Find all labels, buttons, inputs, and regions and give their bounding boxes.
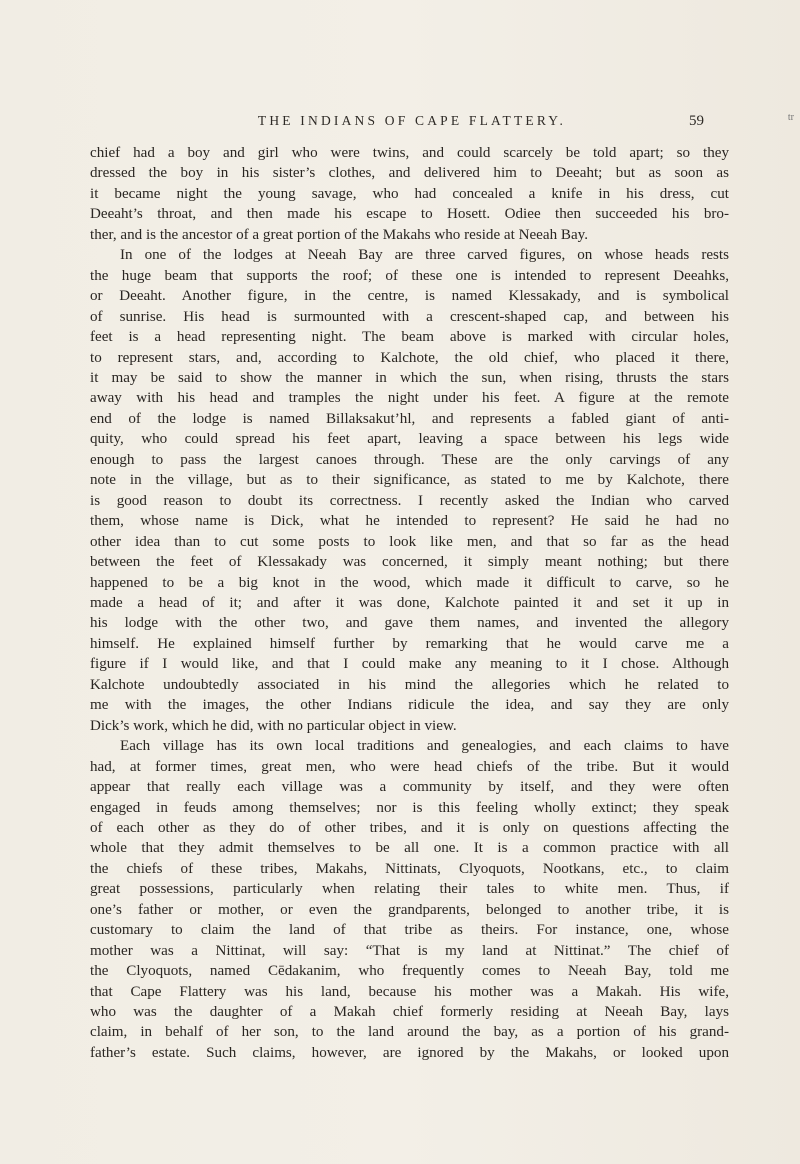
text-line: other idea than to cut some posts to look like men, and that so far as the head xyxy=(90,533,729,550)
text-line: figure if I would like, and that I could make any meaning to it I chose. Although xyxy=(90,656,729,673)
text-line: Kalchote undoubtedly associated in his mind the allegories which he related to xyxy=(90,676,729,693)
text-line: them, whose name is Dick, what he intended to represent? He said he had no xyxy=(90,513,729,530)
text-line: end of the lodge is named Billaksakut’hl, and represents a fabled giant of anti- xyxy=(90,410,729,427)
text-line: appear that really each village was a community by itself, and they were often xyxy=(90,779,729,796)
text-line: of sunrise. His head is surmounted with a crescent-shaped cap, and between his xyxy=(90,308,729,325)
text-line: mother was a Nittinat, will say: “That is my land at Nittinat.” The chief of xyxy=(90,942,729,959)
text-line: customary to claim the land of that tribe as theirs. For instance, one, whose xyxy=(90,922,729,939)
text-line: great possessions, particularly when relating their tales to white men. Thus, if xyxy=(90,881,729,898)
page-number: 59 xyxy=(689,113,704,129)
text-line: made a head of it; and after it was done, Kalchote painted it and set it up in xyxy=(90,594,729,611)
text-line: the Clyoquots, named Cēdakanim, who frequently comes to Neeah Bay, told me xyxy=(90,963,729,980)
text-line: it may be said to show the manner in which the sun, when rising, thrusts the stars xyxy=(90,369,729,386)
paragraph-first-line: Each village has its own local traditions and genealogies, and each claims to have xyxy=(120,738,729,755)
text-line: had, at former times, great men, who were head chiefs of the tribe. But it would xyxy=(90,758,729,775)
text-line: of each other as they do of other tribes, and it is only on questions affecting the xyxy=(90,819,729,836)
text-line: chief had a boy and girl who were twins, and could scarcely be told apart; so they xyxy=(90,145,729,161)
text-line: himself. He explained himself further by remarking that he would carve me a xyxy=(90,635,729,652)
text-line: between the feet of Klessakady was concerned, it simply meant nothing; but there xyxy=(90,554,729,571)
text-line: one’s father or mother, or even the grandparents, belonged to another tribe, it is xyxy=(90,901,729,918)
text-line: feet is a head representing night. The beam above is marked with circular holes, xyxy=(90,329,729,346)
body-text xyxy=(90,143,729,1063)
text-line: quity, who could spread his feet apart, leaving a space between his legs wide xyxy=(90,431,729,448)
text-line: happened to be a big knot in the wood, which made it difficult to carve, so he xyxy=(90,574,729,591)
text-line: the huge beam that supports the roof; of these one is intended to represent Deeahks, xyxy=(90,267,729,284)
text-line: whole that they admit themselves to be all one. It is a common practice with all xyxy=(90,840,729,857)
running-head xyxy=(92,111,732,131)
text-line: engaged in feuds among themselves; nor is this feeling wholly extinct; they speak xyxy=(90,799,729,816)
text-line: his lodge with the other two, and gave them names, and invented the allegory xyxy=(90,615,729,632)
text-line: it became night the young savage, who had concealed a knife in his dress, cut xyxy=(90,185,729,202)
margin-mark: tr xyxy=(787,112,794,123)
text-line: Dick’s work, which he did, with no particular object in view. xyxy=(90,717,457,734)
text-line: ther, and is the ancestor of a great portion of the Makahs who reside at Neeah Bay. xyxy=(90,226,589,243)
text-line: is good reason to doubt its correctness. I recently asked the Indian who carved xyxy=(90,492,729,509)
text-line: enough to pass the largest canoes through. These are the only carvings of any xyxy=(90,451,729,468)
text-line: to represent stars, and, according to Kalchote, the old chief, who placed it there, xyxy=(90,349,729,366)
text-line: the chiefs of these tribes, Makahs, Nittinats, Clyoquots, Nootkans, etc., to claim xyxy=(90,860,729,877)
text-line: Deeaht’s throat, and then made his escape to Hosett. Odiee then succeeded his bro- xyxy=(90,206,729,223)
running-title: THE INDIANS OF CAPE FLATTERY. xyxy=(257,113,567,128)
text-line: that Cape Flattery was his land, because his mother was a Makah. His wife, xyxy=(90,983,729,1000)
text-line: away with his head and tramples the night under his feet. A figure at the remote xyxy=(90,390,729,407)
text-line: who was the daughter of a Makah chief formerly residing at Neeah Bay, lays xyxy=(90,1004,729,1021)
paragraph-first-line: In one of the lodges at Neeah Bay are three carved figures, on whose heads rests xyxy=(120,247,729,264)
text-line: claim, in behalf of her son, to the land around the bay, as a portion of his grand- xyxy=(90,1024,729,1041)
text-line: father’s estate. Such claims, however, are ignored by the Makahs, or looked upon xyxy=(90,1044,729,1061)
text-line: note in the village, but as to their significance, as stated to me by Kalchote, there xyxy=(90,472,729,489)
text-line: me with the images, the other Indians ridicule the idea, and say they are only xyxy=(90,697,729,714)
text-line: or Deeaht. Another figure, in the centre, is named Klessakady, and is symbolical xyxy=(90,288,729,305)
text-line: dressed the boy in his sister’s clothes, and delivered him to Deeaht; but as soon as xyxy=(90,165,729,182)
